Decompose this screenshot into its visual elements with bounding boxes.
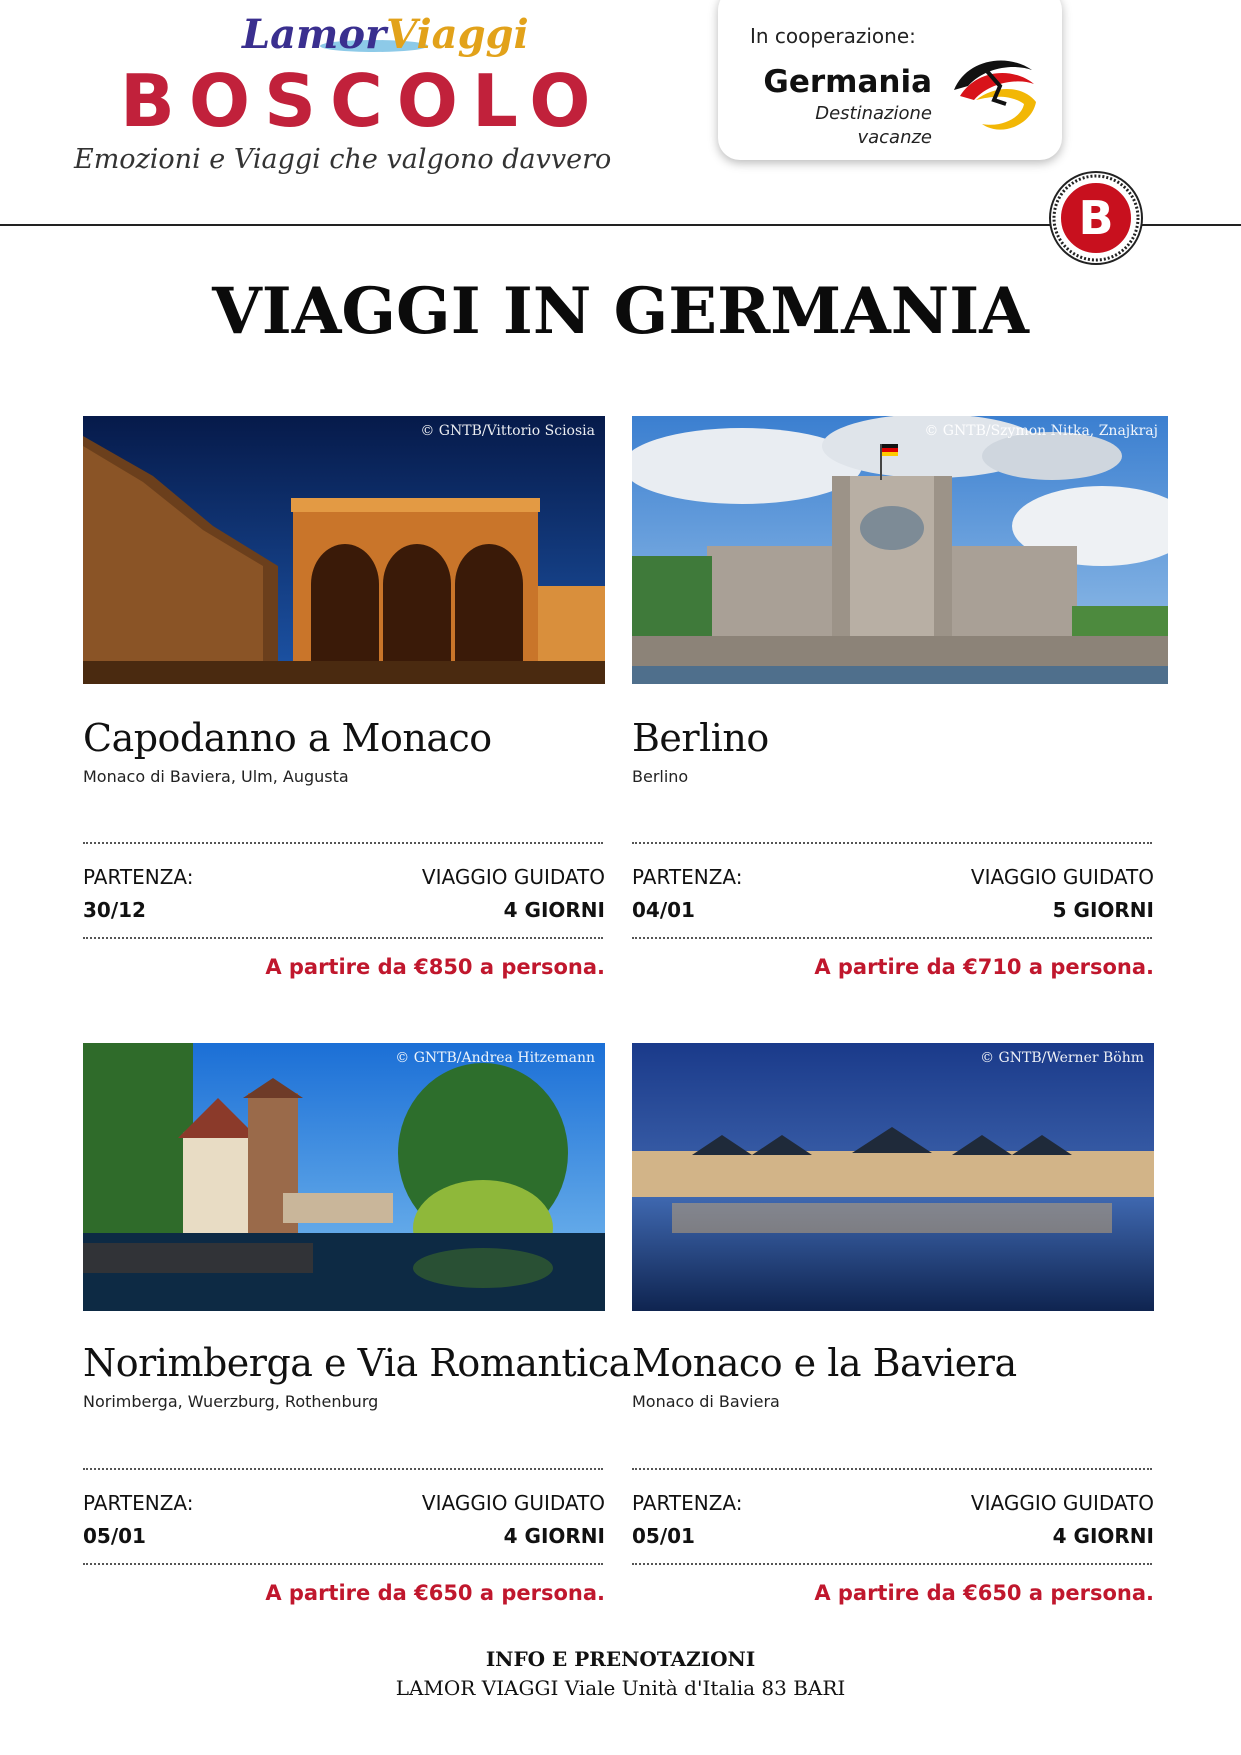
viaggi-logo-text: Viaggi [386,11,529,58]
trip-photo-munich-feldherrnhalle [83,416,605,684]
dotted-divider [632,1468,1152,1470]
trip-title: Monaco e la Baviera [632,1341,1017,1385]
trip-duration: 5 GIORNI [1052,898,1154,922]
trip-type-label: VIAGGIO GUIDATO [970,1491,1154,1515]
dotted-divider [83,1468,603,1470]
trip-type-label: VIAGGIO GUIDATO [970,865,1154,889]
trip-price: A partire da €650 a persona. [265,1581,605,1605]
departure-date: 05/01 [83,1524,146,1548]
trip-title: Norimberga e Via Romantica [83,1341,631,1385]
trip-price: A partire da €850 a persona. [265,955,605,979]
dotted-divider [83,937,603,939]
trip-cities: Berlino [632,767,689,786]
germania-logo-subtitle: Destinazione vacanze [815,103,932,148]
brand-tagline: Emozioni e Viaggi che valgono davvero [74,144,612,175]
trip-cities: Monaco di Baviera, Ulm, Augusta [83,767,349,786]
departure-date: 30/12 [83,898,146,922]
trip-photo-nuremberg-river [83,1043,605,1311]
departure-label: PARTENZA: [83,1491,194,1515]
dotted-divider [83,1563,603,1565]
lamor-logo-text: Lamor [242,11,387,58]
departure-date: 05/01 [632,1524,695,1548]
cooperation-label: In cooperazione: [750,24,916,48]
footer-heading: INFO E PRENOTAZIONI [485,1647,756,1671]
trip-price: A partire da €710 a persona. [814,955,1154,979]
dotted-divider [632,1563,1152,1565]
photo-credit: © GNTB/Vittorio Sciosia [420,423,595,439]
trip-duration: 4 GIORNI [503,1524,605,1548]
germania-logo-text: Germania [763,64,932,100]
trip-duration: 4 GIORNI [503,898,605,922]
trip-photo-berlin-reichstag [632,416,1168,684]
boscolo-logo: BOSCOLO [120,59,605,143]
trip-price: A partire da €650 a persona. [814,1581,1154,1605]
page-title: VIAGGI IN GERMANIA [212,274,1029,349]
germany-swoosh-icon [946,50,1040,140]
trip-title: Berlino [632,716,769,760]
departure-date: 04/01 [632,898,695,922]
departure-label: PARTENZA: [83,865,194,889]
trip-title: Capodanno a Monaco [83,716,492,760]
photo-credit: © GNTB/Szymon Nitka, Znajkraj [924,423,1158,439]
badge-letter: B [1078,191,1114,245]
departure-label: PARTENZA: [632,865,743,889]
footer-address: LAMOR VIAGGI Viale Unità d'Italia 83 BARI [395,1676,846,1700]
trip-cities: Monaco di Baviera [632,1392,780,1411]
dotted-divider [632,937,1152,939]
departure-label: PARTENZA: [632,1491,743,1515]
trip-type-label: VIAGGIO GUIDATO [421,1491,605,1515]
trip-duration: 4 GIORNI [1052,1524,1154,1548]
dotted-divider [83,842,603,844]
trip-cities: Norimberga, Wuerzburg, Rothenburg [83,1392,379,1411]
trip-type-label: VIAGGIO GUIDATO [421,865,605,889]
dotted-divider [632,842,1152,844]
photo-credit: © GNTB/Werner Böhm [980,1050,1144,1066]
boscolo-b-badge [1048,170,1144,266]
photo-credit: © GNTB/Andrea Hitzemann [395,1050,595,1066]
lamor-viaggi-logo [242,10,529,60]
trip-photo-nymphenburg-palace [632,1043,1154,1311]
